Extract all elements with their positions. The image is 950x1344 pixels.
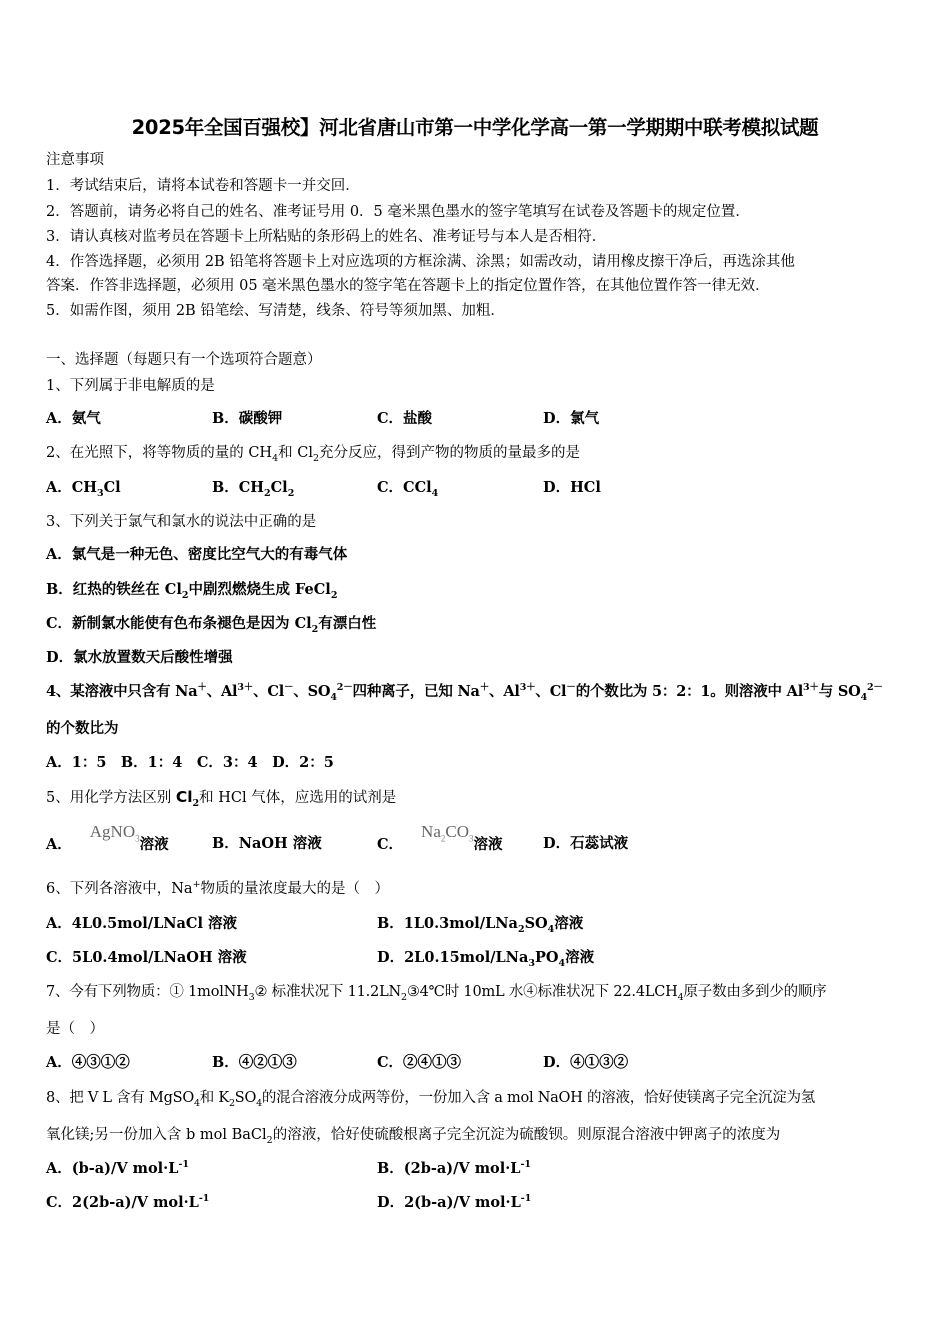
- sodium-carbonate-formula: $Na_2CO_3$: [421, 822, 474, 844]
- notice-item: 5．如需作图，须用 2B 铅笔绘、写清楚，线条、符号等须加黑、加粗．: [46, 303, 505, 319]
- question-8-stem-line2: 氧化镁;另一份加入含 b mol BaCl$_2$的溶液，恰好使硫酸根离子完全沉淀为硫酸钡。则原混合溶液中钾离子的浓度为: [46, 1127, 781, 1146]
- q2-option-c: C．CCl$_4$: [377, 479, 439, 499]
- notice-item: 3．请认真核对监考员在答题卡上所粘贴的条形码上的姓名、准考证号与本人是否相符．: [46, 229, 607, 245]
- q6-option-b: B．$1L0.3mol/LNa_2SO_4$溶液: [377, 915, 584, 935]
- notice-item: 答案．作答非选择题，必须用 05 毫米黑色墨水的签字笔在答题卡上的指定位置作答，在其他位置作答一律无效．: [46, 278, 770, 294]
- notice-heading: 注意事项: [46, 152, 104, 168]
- q3-option-a: A．氯气是一种无色、密度比空气大的有毒气体: [46, 546, 348, 563]
- q5-option-c: C．$Na_2CO_3$溶液: [377, 822, 503, 853]
- notice-item: 4．作答选择题，必须用 2B 铅笔将答题卡上对应选项的方框涂满、涂黑；如需改动，请用橡皮擦干净后，再选涂其他: [46, 254, 795, 270]
- notice-item: 1．考试结束后，请将本试卷和答题卡一并交回．: [46, 178, 360, 194]
- q8-option-a: A．(b-a)/V $mol\cdot L^{-1}$: [46, 1159, 189, 1177]
- q8-option-c: C．2(2b-a)/V $mol\cdot L^{-1}$: [46, 1193, 210, 1211]
- q1-option-b: B．碳酸钾: [212, 410, 283, 427]
- page-title: 2025年全国百强校】河北省唐山市第一中学化学高一第一学期期中联考模拟试题: [131, 116, 819, 139]
- q5-option-a: A．AgNO$_3$溶液: [46, 822, 169, 853]
- question-6-stem: 6、下列各溶液中，Na+物质的量浓度最大的是（ ）: [46, 879, 390, 897]
- notice-item: 2．答题前，请务必将自己的姓名、准考证号用 0．5 毫米黑色墨水的签字笔填写在试卷及答题卡的规定位置．: [46, 204, 750, 220]
- q8-option-b: B．(2b-a)/V $mol\cdot L^{-1}$: [377, 1159, 532, 1177]
- q7-option-a: A．④③①②: [46, 1054, 130, 1071]
- q5-option-d: D．石蕊试液: [543, 835, 629, 852]
- q1-option-c: C．盐酸: [377, 410, 433, 427]
- question-7-stem-line2: 是（ ）: [46, 1021, 104, 1037]
- silver-nitrate-formula: AgNO$_3$: [89, 822, 140, 844]
- q7-option-d: D．④①③②: [543, 1054, 629, 1071]
- q6-option-d: D．$2L0.15mol/LNa_3PO_4$溶液: [377, 949, 595, 969]
- question-5-stem: 5、用化学方法区别 $Cl_2$和 HCl 气体，应选用的试剂是: [46, 788, 397, 809]
- question-4-stem-line2: 的个数比为: [46, 720, 119, 737]
- question-7-stem: 7、今有下列物质：① 1molNH$_3$② 标准状况下 $11.2LN_2③4℃$时 10mL 水④标准状况下 $22.4LCH_4$原子数由多到少的顺序: [46, 984, 827, 1003]
- q2-option-a: A．$CH_3Cl$: [46, 479, 121, 499]
- q7-option-b: B．④②①③: [212, 1054, 297, 1071]
- question-4-stem: 4、某溶液中只含有 Na＋、$Al^{3+}$、Cl－、$SO_4^{2-}$四种离子，已知 Na＋、$Al^{3+}$、Cl－的个数比为 5：2：1。则溶液中 $Al^{3+}$与 $SO_4^{2-}$: [46, 682, 883, 703]
- q7-option-c: C．②④①③: [377, 1054, 462, 1071]
- q3-option-d: D．氯水放置数天后酸性增强: [46, 649, 233, 666]
- question-8-stem: 8、把 V L 含有 MgSO$_4$和 $K_2SO_4$的混合溶液分成两等份，一份加入含 a mol NaOH 的溶液，恰好使镁离子完全沉淀为氢: [46, 1090, 815, 1109]
- q3-option-c: C．新制氯水能使有色布条褪色是因为 $Cl_2$有漂白性: [46, 615, 377, 635]
- q6-option-a: A．4L0.5mol/LNaCl 溶液: [46, 915, 238, 932]
- q3-option-b: B．红热的铁丝在 $Cl_2$中剧烈燃烧生成 FeCl$_2$: [46, 581, 338, 601]
- q2-option-b: B．$CH_2Cl_2$: [212, 479, 295, 499]
- question-3-stem: 3、下列关于氯气和氯水的说法中正确的是: [46, 514, 317, 530]
- question-1-stem: 1、下列属于非电解质的是: [46, 378, 215, 394]
- q8-option-d: D．2(b-a)/V $mol\cdot L^{-1}$: [377, 1193, 532, 1211]
- q6-option-c: C．5L0.4mol/LNaOH 溶液: [46, 949, 247, 966]
- section-heading: 一、选择题（每题只有一个选项符合题意）: [46, 352, 322, 368]
- q2-option-d: D．HCl: [543, 479, 601, 496]
- q4-options: A．1：5 B．1：4 C．3：4 D．2：5: [46, 754, 334, 771]
- question-2-stem: 2、在光照下，将等物质的量的 $CH_4$和 $Cl_2$充分反应，得到产物的物质的量最多的是: [46, 445, 581, 464]
- q1-option-d: D．氯气: [543, 410, 600, 427]
- q5-option-b: B．NaOH 溶液: [212, 835, 322, 852]
- q1-option-a: A．氨气: [46, 410, 101, 427]
